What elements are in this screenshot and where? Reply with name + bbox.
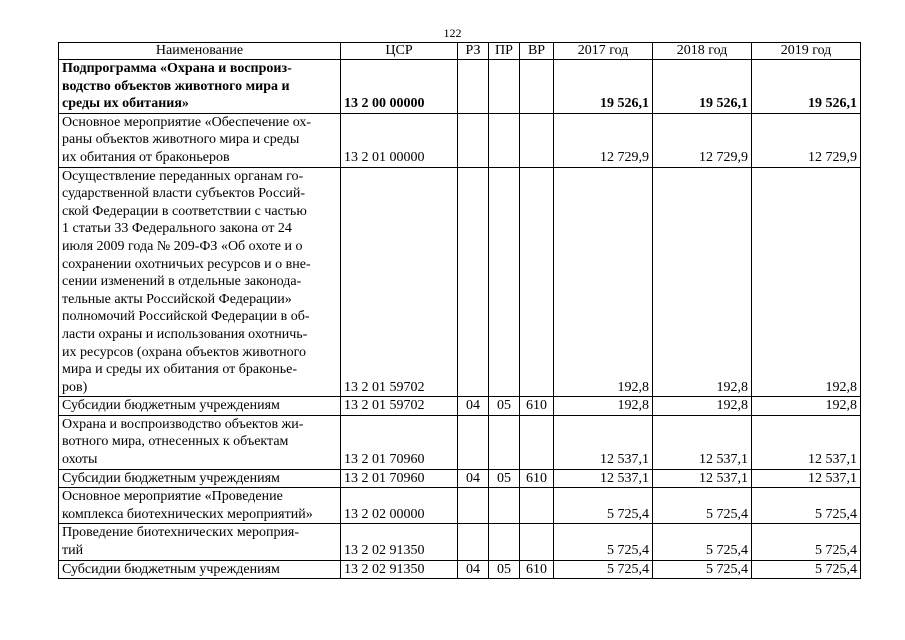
- row-2018: 5 725,4: [653, 488, 752, 524]
- row-vr: [520, 524, 554, 560]
- row-name-line: вотного мира, отнесенных к объектам: [62, 434, 289, 450]
- row-name-line: Субсидии бюджетным учреждениям: [62, 398, 280, 414]
- header-2018: 2018 год: [653, 43, 752, 60]
- row-2018: 5 725,4: [653, 524, 752, 560]
- row-name-line: комплекса биотехнических мероприятий»: [62, 506, 313, 522]
- row-pr: [489, 113, 520, 167]
- row-name-line: охоты: [62, 452, 98, 468]
- row-pr: 05: [489, 560, 520, 579]
- row-name-line: Субсидии бюджетным учреждениям: [62, 561, 280, 577]
- row-pr: 05: [489, 469, 520, 488]
- row-2017: 5 725,4: [554, 488, 653, 524]
- header-2019: 2019 год: [752, 43, 861, 60]
- table-row: [59, 167, 861, 397]
- row-name-line: среды их обитания»: [62, 96, 189, 112]
- table-row: [59, 397, 861, 416]
- row-csr: 13 2 00 00000: [341, 60, 458, 114]
- row-name: [59, 397, 341, 416]
- row-2019: 5 725,4: [752, 560, 861, 579]
- row-2017: 192,8: [554, 397, 653, 416]
- table-row: [59, 488, 861, 524]
- table-row: [59, 560, 861, 579]
- row-csr: 13 2 01 70960: [341, 415, 458, 469]
- row-csr: 13 2 01 59702: [341, 397, 458, 416]
- header-name: Наименование: [59, 43, 341, 60]
- row-2019: 192,8: [752, 167, 861, 397]
- row-rz: [458, 60, 489, 114]
- row-2019: 12 537,1: [752, 415, 861, 469]
- row-name-line: Проведение биотехнических мероприя-: [62, 525, 300, 541]
- header-vr: ВР: [520, 43, 554, 60]
- budget-table: [58, 42, 861, 579]
- row-2017: 12 537,1: [554, 469, 653, 488]
- row-rz: [458, 415, 489, 469]
- row-name: [59, 113, 341, 167]
- row-pr: 05: [489, 397, 520, 416]
- row-name: [59, 469, 341, 488]
- header-csr: ЦСР: [341, 43, 458, 60]
- row-2018: 5 725,4: [653, 560, 752, 579]
- row-2017: 12 537,1: [554, 415, 653, 469]
- row-rz: [458, 488, 489, 524]
- row-vr: [520, 113, 554, 167]
- row-name-line: полномочий Российской Федерации в об-: [62, 309, 310, 325]
- table-row: [59, 469, 861, 488]
- row-2017: 5 725,4: [554, 524, 653, 560]
- row-2019: 5 725,4: [752, 524, 861, 560]
- row-pr: [489, 415, 520, 469]
- row-name-line: раны объектов животного мира и среды: [62, 132, 300, 148]
- row-2017: 5 725,4: [554, 560, 653, 579]
- row-2018: 12 729,9: [653, 113, 752, 167]
- row-name-line: их ресурсов (охрана объектов животного: [62, 344, 307, 360]
- row-2019: 192,8: [752, 397, 861, 416]
- table-row-subprogram: [59, 60, 861, 114]
- row-vr: [520, 488, 554, 524]
- row-pr: [489, 60, 520, 114]
- row-rz: [458, 167, 489, 397]
- row-csr: 13 2 01 70960: [341, 469, 458, 488]
- row-name-line: водство объектов животного мира и: [62, 78, 290, 94]
- row-name-line: Осуществление переданных органам го-: [62, 168, 304, 184]
- row-2019: 12 537,1: [752, 469, 861, 488]
- row-name-line: Основное мероприятие «Обеспечение ох-: [62, 114, 312, 130]
- row-vr: 610: [520, 469, 554, 488]
- row-2018: 192,8: [653, 397, 752, 416]
- row-2019: 5 725,4: [752, 488, 861, 524]
- row-2017: 12 729,9: [554, 113, 653, 167]
- row-vr: 610: [520, 397, 554, 416]
- row-name: [59, 60, 341, 114]
- table-header-row: [59, 43, 861, 60]
- row-name-line: мира и среды их обитания от браконье-: [62, 362, 297, 378]
- row-2017: 19 526,1: [554, 60, 653, 114]
- table-row: [59, 113, 861, 167]
- page-number: 122: [443, 26, 462, 40]
- row-vr: 610: [520, 560, 554, 579]
- header-2017: 2017 год: [554, 43, 653, 60]
- row-name-line: июля 2009 года № 209-ФЗ «Об охоте и о: [62, 238, 303, 254]
- row-2018: 19 526,1: [653, 60, 752, 114]
- row-name: [59, 560, 341, 579]
- row-rz: 04: [458, 397, 489, 416]
- row-2018: 192,8: [653, 167, 752, 397]
- row-name-line: Подпрограмма «Охрана и воспроиз-: [62, 61, 292, 76]
- row-2018: 12 537,1: [653, 415, 752, 469]
- row-csr: 13 2 01 00000: [341, 113, 458, 167]
- row-name: [59, 488, 341, 524]
- row-name: [59, 415, 341, 469]
- row-name: [59, 167, 341, 397]
- row-name-line: сении изменений в отдельные законода-: [62, 274, 302, 290]
- row-name-line: сударственной власти субъектов Россий-: [62, 186, 306, 202]
- row-csr: 13 2 01 59702: [341, 167, 458, 397]
- row-name-line: ской Федерации в соответствии с частью: [62, 203, 307, 219]
- row-name-line: ров): [62, 379, 88, 395]
- row-name-line: 1 статьи 33 Федерального закона от 24: [62, 221, 292, 237]
- row-name-line: сохранении охотничьих ресурсов и о вне-: [62, 256, 311, 272]
- row-csr: 13 2 02 91350: [341, 524, 458, 560]
- row-name-line: тий: [62, 543, 84, 559]
- row-rz: 04: [458, 560, 489, 579]
- row-vr: [520, 167, 554, 397]
- row-2018: 12 537,1: [653, 469, 752, 488]
- row-name-line: их обитания от браконьеров: [62, 149, 230, 165]
- table-row: [59, 415, 861, 469]
- row-pr: [489, 488, 520, 524]
- row-rz: 04: [458, 469, 489, 488]
- row-name-line: Субсидии бюджетным учреждениям: [62, 470, 280, 486]
- row-2019: 12 729,9: [752, 113, 861, 167]
- row-name-line: Охрана и воспроизводство объектов жи-: [62, 416, 304, 432]
- row-2017: 192,8: [554, 167, 653, 397]
- table-row: [59, 524, 861, 560]
- row-vr: [520, 415, 554, 469]
- row-pr: [489, 167, 520, 397]
- header-rz: РЗ: [458, 43, 489, 60]
- row-2019: 19 526,1: [752, 60, 861, 114]
- row-csr: 13 2 02 00000: [341, 488, 458, 524]
- row-vr: [520, 60, 554, 114]
- row-pr: [489, 524, 520, 560]
- row-rz: [458, 113, 489, 167]
- row-name-line: тельные акты Российской Федерации»: [62, 291, 292, 307]
- row-name-line: Основное мероприятие «Проведение: [62, 489, 283, 505]
- row-rz: [458, 524, 489, 560]
- row-name-line: ласти охраны и использования охотничь-: [62, 326, 308, 342]
- row-csr: 13 2 02 91350: [341, 560, 458, 579]
- header-pr: ПР: [489, 43, 520, 60]
- row-name: [59, 524, 341, 560]
